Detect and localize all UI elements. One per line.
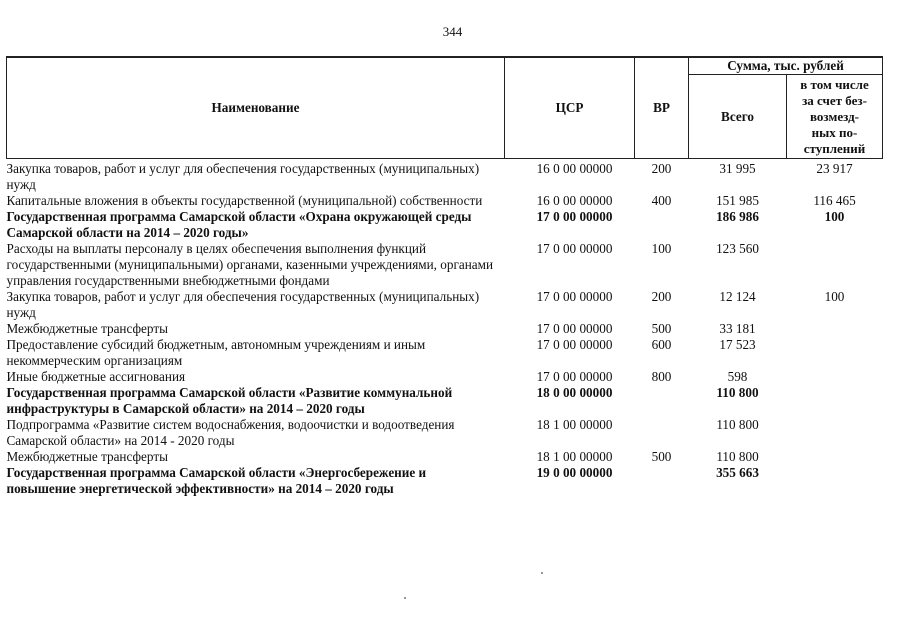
table-row [7,417,883,449]
header-name: Наименование [7,57,505,159]
cell-csr: 17 0 00 00000 [536,241,613,256]
cell-csr: 17 0 00 00000 [536,337,613,352]
header-total: Всего [689,75,787,159]
cell-csr: 17 0 00 00000 [536,289,613,304]
cell-name: Межбюджетные трансферты [6,449,168,464]
table-row [7,241,883,289]
cell-vr: 500 [651,321,672,336]
cell-free [787,241,883,289]
cell-free [787,417,883,449]
table-header [7,57,883,159]
cell-total: 123 560 [716,241,759,256]
table-row [7,321,883,337]
cell-total: 110 800 [716,385,759,400]
header-vr: ВР [635,57,689,159]
header-free-line: ступлений [803,140,866,156]
table-row [7,449,883,465]
cell-total: 110 800 [716,417,759,432]
header-free [787,75,883,159]
scan-speck [541,572,543,574]
table-row [7,289,883,321]
cell-vr: 500 [651,449,672,464]
cell-name: Предоставление субсидий бюджетным, автономным учреждениям и иным некоммерческим организациям [6,337,426,368]
cell-name: Межбюджетные трансферты [6,321,168,336]
cell-vr: 400 [651,193,672,208]
page-number: 344 [442,24,463,39]
cell-vr: 200 [651,161,672,176]
cell-total: 17 523 [719,337,756,352]
header-free-line: возмезд- [810,108,859,124]
cell-vr [635,385,689,417]
cell-csr: 16 0 00 00000 [536,161,613,176]
cell-free [787,385,883,417]
cell-name: Подпрограмма «Развитие систем водоснабжения, водоочистки и водоотведения Самарской области» на 2014 - 2020 годы [6,417,455,448]
cell-total: 12 124 [719,289,756,304]
cell-total: 33 181 [719,321,756,336]
cell-free [787,449,883,465]
cell-name: Закупка товаров, работ и услуг для обеспечения государственных (муниципальных) нужд [6,161,480,192]
budget-table [6,56,883,497]
cell-csr: 18 0 00 00000 [536,385,613,400]
cell-total: 151 985 [716,193,759,208]
table-row [7,385,883,417]
cell-name: Капитальные вложения в объекты государственной (муниципальной) собственности [6,193,483,208]
cell-name: Иные бюджетные ассигнования [6,369,186,384]
table-row [7,465,883,497]
cell-free: 100 [824,209,845,224]
cell-csr: 18 1 00 00000 [536,449,613,464]
cell-vr: 600 [651,337,672,352]
cell-vr [635,209,689,241]
cell-total: 186 986 [716,209,759,224]
header-free-line: за счет без- [802,92,867,108]
cell-vr: 200 [651,289,672,304]
table-row [7,159,883,194]
scan-speck [404,597,406,599]
cell-name: Государственная программа Самарской области «Охрана окружающей среды Самарской области на 2014 – 2020 годы» [6,209,472,240]
header-free-line: в том числе [800,76,869,92]
header-csr: ЦСР [505,57,635,159]
cell-free: 100 [824,289,845,304]
cell-total: 355 663 [716,465,759,480]
cell-vr: 100 [651,241,672,256]
cell-name: Расходы на выплаты персоналу в целях обеспечения выполнения функций государственными (муниципальными) органами, казенными учреждениями, органами управления государственными внебюджетными фондами [6,241,494,288]
cell-vr [635,465,689,497]
cell-total: 110 800 [716,449,759,464]
cell-csr: 16 0 00 00000 [536,193,613,208]
cell-name: Государственная программа Самарской области «Энергосбережение и повышение энергетической эффективности» на 2014 – 2020 годы [6,465,427,496]
header-sum: Сумма, тыс. рублей [689,57,883,75]
table-body [7,159,883,498]
cell-free [787,465,883,497]
cell-free [787,337,883,369]
table-row [7,337,883,369]
cell-csr: 19 0 00 00000 [536,465,613,480]
cell-vr [635,417,689,449]
cell-free [787,369,883,385]
header-free-line: ных по- [811,124,858,140]
cell-free [787,321,883,337]
table-row [7,193,883,209]
cell-vr: 800 [651,369,672,384]
cell-name: Закупка товаров, работ и услуг для обеспечения государственных (муниципальных) нужд [6,289,480,320]
cell-total: 598 [727,369,748,384]
budget-table-container [6,56,882,497]
cell-name: Государственная программа Самарской области «Развитие коммунальной инфраструктуры в Самарской области» на 2014 – 2020 годы [6,385,453,416]
cell-free: 23 917 [816,161,853,176]
cell-csr: 17 0 00 00000 [536,369,613,384]
table-row [7,369,883,385]
table-row [7,209,883,241]
cell-total: 31 995 [719,161,756,176]
cell-free: 116 465 [813,193,856,208]
cell-csr: 17 0 00 00000 [536,209,613,224]
cell-csr: 17 0 00 00000 [536,321,613,336]
cell-csr: 18 1 00 00000 [536,417,613,432]
